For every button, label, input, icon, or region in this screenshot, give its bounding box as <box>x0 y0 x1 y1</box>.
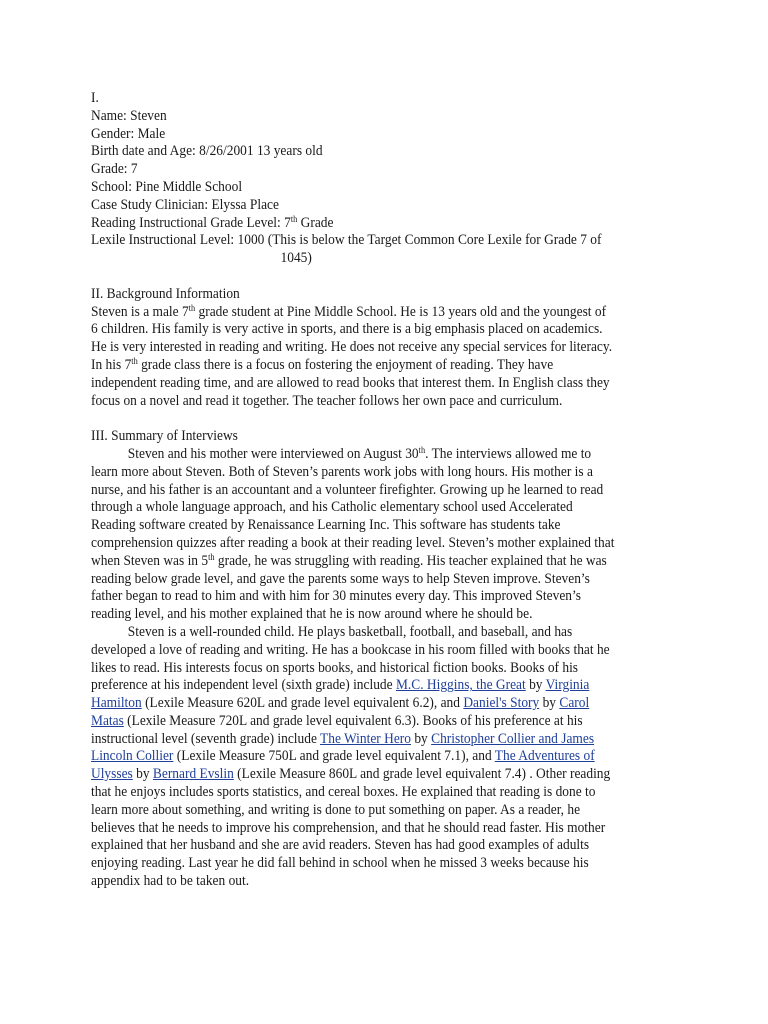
paragraph-line <box>91 731 681 749</box>
lexile-level-line2: 1045) <box>280 250 312 267</box>
student-school: School: Pine Middle School <box>91 178 243 195</box>
section-interviews <box>91 428 681 891</box>
paragraph-line: through a whole language approach, and his Catholic elementary school used Accelerated <box>91 499 573 516</box>
clinician-name: Case Study Clinician: Elyssa Place <box>91 196 279 213</box>
book-link-mc-higgins[interactable]: M.C. Higgins, the Great <box>395 677 526 694</box>
book-link-adventures-of-ulysses[interactable]: Ulysses <box>91 766 133 783</box>
paragraph-line: explained that her husband and she are avid readers. Steven has had good examples of adults <box>91 837 590 854</box>
paragraph-line: focus on a novel and read it together. The teacher follows her own pace and curriculum. <box>91 392 563 409</box>
text-run: when Steven was in 5 <box>91 552 209 569</box>
student-birth-age: Birth date and Age: 8/26/2001 13 years old <box>91 143 323 160</box>
text-run: (Lexile Measure 620L and grade level equivalent 6.2), and <box>141 695 464 712</box>
paragraph-line <box>91 713 681 731</box>
paragraph-line <box>91 748 681 766</box>
paragraph-line <box>91 553 681 571</box>
book-link-daniels-story[interactable]: Daniel's Story <box>463 695 540 712</box>
text-run: (Lexile Measure 860L and grade level equivalent 7.4) . Other reading <box>233 766 611 783</box>
text-run: grade class there is a focus on fostering the enjoyment of reading. They have <box>137 356 554 373</box>
reading-grade-level-text: Reading Instructional Grade Level: 7 <box>91 214 291 231</box>
text-run: instructional level (seventh grade) include <box>91 730 321 747</box>
interview-paragraph-1 <box>91 446 681 624</box>
paragraph-line: nurse, and his father is an accountant and a volunteer firefighter. Growing up he learned to read <box>91 481 604 498</box>
book-link-adventures-of-ulysses[interactable]: The Adventures of <box>494 748 595 765</box>
text-run: by <box>410 730 432 747</box>
section-heading: III. Summary of Interviews <box>91 428 238 445</box>
paragraph-line <box>91 357 681 375</box>
text-run: Steven is a well-rounded child. He plays basketball, football, and baseball, and has <box>127 623 573 640</box>
paragraph-line: learn more about something, and writing is done to put something on paper. As a reader, he <box>91 801 581 818</box>
paragraph-line: 6 children. His family is very active in sports, and there is a big emphasis placed on academics. <box>91 321 603 338</box>
section-identification <box>91 90 681 268</box>
author-link-collier[interactable]: Lincoln Collier <box>91 748 174 765</box>
ordinal-suffix: th <box>131 355 138 366</box>
student-name: Name: Steven <box>91 107 167 124</box>
section-heading: II. Background Information <box>91 285 240 302</box>
paragraph-line: appendix had to be taken out. <box>91 873 250 890</box>
text-run: (Lexile Measure 720L and grade level equivalent 6.3). Books of his preference at his <box>123 712 583 729</box>
interview-paragraph-2 <box>91 624 681 891</box>
ordinal-suffix: th <box>208 551 215 562</box>
text-run: by <box>539 695 560 712</box>
reading-grade-level-suffix: Grade <box>297 214 334 231</box>
ordinal-suffix: th <box>290 213 298 224</box>
author-link-virginia-hamilton[interactable]: Virginia <box>545 677 590 694</box>
paragraph-line: likes to read. His interests focus on sports books, and historical fiction books. Books of his <box>91 659 579 676</box>
student-gender: Gender: Male <box>91 125 166 142</box>
author-link-collier[interactable]: Christopher Collier and James <box>431 730 595 747</box>
paragraph-line <box>91 304 681 322</box>
paragraph-line: reading level, and his mother explained that he is now around where he should be. <box>91 606 533 623</box>
paragraph-line <box>91 766 681 784</box>
paragraph-line: believes that he needs to improve his comprehension, and that he should read faster. His mother <box>91 819 606 836</box>
ordinal-suffix: th <box>418 444 426 455</box>
paragraph-line: Reading software created by Renaissance Learning Inc. This software has students take <box>91 517 561 534</box>
text-run: grade, he was struggling with reading. His teacher explained that he was <box>214 552 607 569</box>
section-heading: I. <box>91 90 99 106</box>
text-run: Steven is a male 7 <box>91 303 189 320</box>
paragraph-line: developed a love of reading and writing. He has a bookcase in his room filled with books that he <box>91 641 610 658</box>
author-link-bernard-evslin[interactable]: Bernard Evslin <box>152 766 234 783</box>
paragraph-line: enjoying reading. Last year he did fall behind in school when he missed 3 weeks because his <box>91 855 589 872</box>
paragraph-line: comprehension quizzes after reading a book at their reading level. Steven’s mother explained that <box>91 534 615 551</box>
text-run: . The interviews allowed me to <box>425 445 592 462</box>
paragraph-line <box>91 695 681 713</box>
text-run: by <box>132 766 153 783</box>
student-grade: Grade: 7 <box>91 161 138 178</box>
reading-grade-level <box>91 215 681 233</box>
paragraph-line: reading below grade level, and gave the parents some ways to help Steven improve. Steven’s <box>91 570 590 587</box>
lexile-level-line1: Lexile Instructional Level: 1000 (This is below the Target Common Core Lexile for Grade 7 of <box>91 232 602 249</box>
text-run: grade student at Pine Middle School. He is 13 years old and the youngest of <box>195 303 607 320</box>
paragraph-line <box>91 677 681 695</box>
author-link-virginia-hamilton[interactable]: Hamilton <box>91 695 142 712</box>
document-page <box>91 90 634 891</box>
text-run: In his 7 <box>91 356 132 373</box>
ordinal-suffix: th <box>188 302 196 313</box>
book-link-winter-hero[interactable]: The Winter Hero <box>320 730 411 747</box>
text-run: Steven and his mother were interviewed on August 30 <box>127 445 419 462</box>
section-background <box>91 286 681 411</box>
text-run: preference at his independent level (sixth grade) include <box>91 677 396 694</box>
author-link-carol-matas[interactable]: Carol <box>559 695 590 712</box>
paragraph-line: that he enjoys includes sports statistics, and cereal boxes. He explained that reading is done to <box>91 784 596 801</box>
paragraph-line <box>91 624 681 642</box>
paragraph-line: father began to read to him and with him for 30 minutes every day. This improved Steven’s <box>91 588 581 605</box>
text-run: by <box>525 677 546 694</box>
paragraph-line: learn more about Steven. Both of Steven’s parents work jobs with long hours. His mother is a <box>91 463 593 480</box>
author-link-carol-matas[interactable]: Matas <box>91 712 124 729</box>
paragraph-line <box>91 446 681 464</box>
paragraph-line: independent reading time, and are allowed to read books that interest them. In English class they <box>91 374 610 391</box>
paragraph-line: He is very interested in reading and writing. He does not receive any special services for literacy. <box>91 339 613 356</box>
text-run: (Lexile Measure 750L and grade level equivalent 7.1), and <box>173 748 495 765</box>
